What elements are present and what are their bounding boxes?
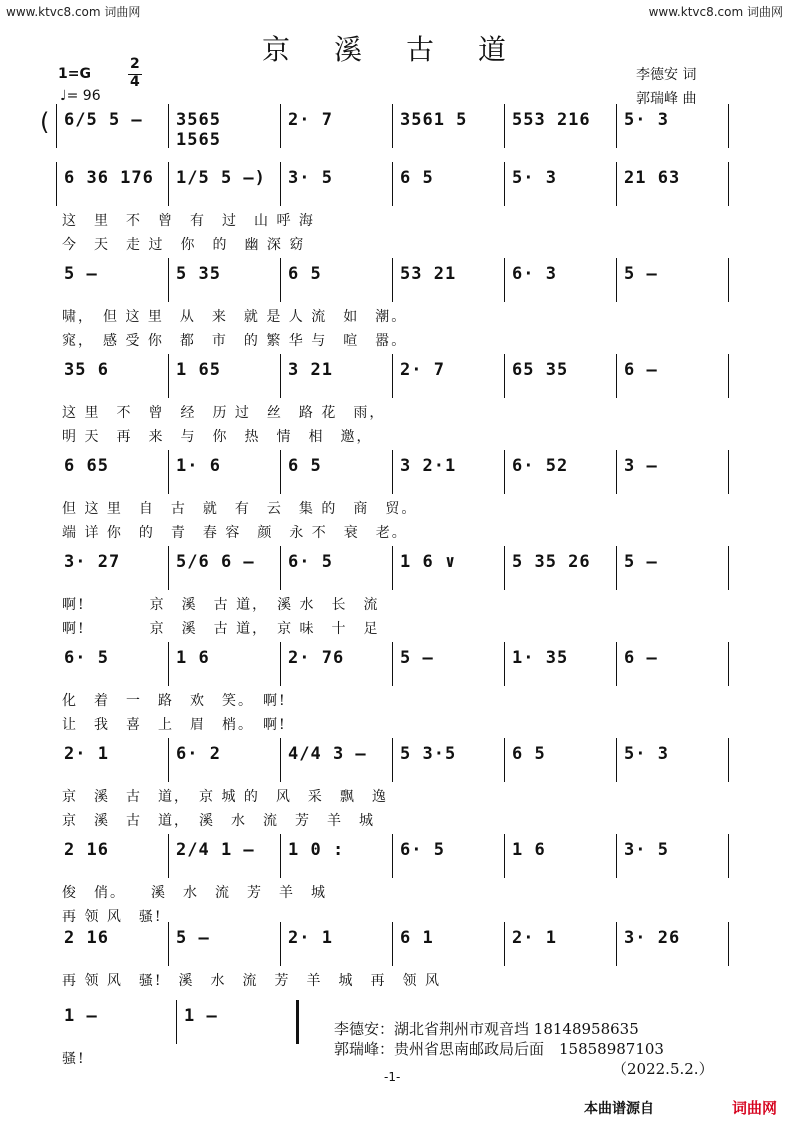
barline xyxy=(168,738,169,782)
source-brand-logo[interactable]: 词曲网 xyxy=(732,1099,778,1117)
measure xyxy=(64,456,162,486)
barline xyxy=(168,922,169,966)
measure-notes: 5 – xyxy=(64,264,98,284)
measure-notes: 3· 5 xyxy=(624,840,669,860)
measure-notes: 2· 1 xyxy=(64,744,109,764)
measure-notes: 3 2·1 xyxy=(400,456,457,476)
barline xyxy=(504,642,505,686)
barline xyxy=(392,162,393,206)
score-system xyxy=(56,354,728,445)
measure xyxy=(624,648,722,678)
barline xyxy=(168,642,169,686)
measure xyxy=(512,264,610,294)
tempo-marking: ♩= 96 xyxy=(60,88,101,104)
barline xyxy=(616,104,617,148)
measure xyxy=(176,840,274,870)
measure xyxy=(400,928,498,958)
measure xyxy=(64,360,162,390)
measure xyxy=(512,168,610,198)
measure xyxy=(64,552,162,582)
barline xyxy=(728,738,729,782)
measure-notes: 6 5 xyxy=(400,168,434,188)
barline xyxy=(168,354,169,398)
lyricist-credit: 李德安 词 xyxy=(636,67,697,83)
barline xyxy=(280,354,281,398)
barline xyxy=(616,258,617,302)
score-system xyxy=(56,162,728,253)
barline xyxy=(504,922,505,966)
lyric-verse-2: 明 天 再 来 与 你 热 情 相 邀， xyxy=(62,429,373,445)
measure-notes: 6 5 xyxy=(512,744,546,764)
lyric-verse-1: 这 里 不 曾 有 过 山 呼 海 xyxy=(62,213,315,229)
barline xyxy=(392,738,393,782)
measure xyxy=(176,264,274,294)
measure xyxy=(512,840,610,870)
barline xyxy=(280,258,281,302)
score-system xyxy=(56,642,728,733)
barline xyxy=(728,258,729,302)
measure-notes: 3· 5 xyxy=(288,168,333,188)
barline xyxy=(392,258,393,302)
measure xyxy=(624,360,722,390)
measure-notes: 2· 76 xyxy=(288,648,345,668)
source-label: 本曲谱源自 xyxy=(584,1101,654,1117)
barline xyxy=(728,354,729,398)
barline xyxy=(56,162,57,206)
barline xyxy=(280,546,281,590)
measure-notes: 21 63 xyxy=(624,168,681,188)
measure xyxy=(288,456,386,486)
time-signature-bottom: 4 xyxy=(130,74,140,90)
measure xyxy=(400,110,498,140)
barline xyxy=(280,642,281,686)
measure xyxy=(624,744,722,774)
lyric-verse-1: 再 领 风 骚! 溪 水 流 芳 羊 城 再 领 风 xyxy=(62,973,441,989)
measure xyxy=(176,744,274,774)
barline xyxy=(176,1000,177,1044)
measure-notes: 5· 3 xyxy=(624,744,669,764)
barline xyxy=(616,834,617,878)
measure xyxy=(400,360,498,390)
measure xyxy=(64,648,162,678)
measure-notes: 3 – xyxy=(624,456,658,476)
measure xyxy=(400,552,498,582)
measure-notes: 65 35 xyxy=(512,360,569,380)
measure-notes: 2· 7 xyxy=(400,360,445,380)
measure-notes: 3 21 xyxy=(288,360,333,380)
barline xyxy=(168,104,169,148)
measure xyxy=(64,744,162,774)
measure-notes: 1 – xyxy=(64,1006,98,1026)
lyric-verse-1: 化 着 一 路 欢 笑。 啊! xyxy=(62,693,287,709)
measure-notes: 1· 6 xyxy=(176,456,221,476)
measure-notes: 35 6 xyxy=(64,360,109,380)
measure-notes: 6· 5 xyxy=(288,552,333,572)
barline xyxy=(504,450,505,494)
measure-notes: 5 35 xyxy=(176,264,221,284)
song-title: 京溪古道 xyxy=(262,33,551,66)
barline xyxy=(280,162,281,206)
measure-notes: 6 65 xyxy=(64,456,109,476)
measure-notes: 6 5 xyxy=(288,264,322,284)
lyric-verse-1: 啊! 京 溪 古 道， 溪 水 长 流 xyxy=(62,597,380,613)
lyric-verse-2: 京 溪 古 道， 溪 水 流 芳 羊 城 xyxy=(62,813,375,829)
site-url-right[interactable]: www.ktvc8.com 词曲网 xyxy=(648,5,783,19)
barline xyxy=(168,162,169,206)
measure xyxy=(288,552,386,582)
measure-notes: 5 – xyxy=(176,928,210,948)
barline xyxy=(504,354,505,398)
measure-notes: 4/4 3 – xyxy=(288,744,367,764)
measure-notes: 1· 35 xyxy=(512,648,569,668)
barline xyxy=(280,738,281,782)
lyric-verse-2: 啊! 京 溪 古 道， 京 味 十 足 xyxy=(62,621,380,637)
barline xyxy=(280,450,281,494)
measure-notes: 2· 7 xyxy=(288,110,333,130)
time-signature-top: 2 xyxy=(130,56,140,72)
measure xyxy=(184,1006,290,1036)
measure-notes: 1 – xyxy=(184,1006,218,1026)
composer-credit: 郭瑞峰 曲 xyxy=(636,91,697,107)
barline xyxy=(392,354,393,398)
lyric-verse-2: 再 领 风 骚! xyxy=(62,909,163,925)
measure-notes: 5 – xyxy=(624,264,658,284)
barline xyxy=(392,450,393,494)
measure xyxy=(288,168,386,198)
intro-open-paren: ( xyxy=(40,108,50,136)
measure xyxy=(512,648,610,678)
barline xyxy=(728,922,729,966)
measure xyxy=(176,456,274,486)
barline xyxy=(392,104,393,148)
measure-notes: 6· 5 xyxy=(400,840,445,860)
barline xyxy=(504,738,505,782)
measure xyxy=(400,456,498,486)
measure-notes: 6· 2 xyxy=(176,744,221,764)
barline xyxy=(392,834,393,878)
measure-notes: 553 216 xyxy=(512,110,591,130)
measure-notes: 1 6 xyxy=(512,840,546,860)
barline xyxy=(504,546,505,590)
site-url-left[interactable]: www.ktvc8.com 词曲网 xyxy=(6,5,141,19)
contact-composer: 郭瑞峰：贵州省思南邮政局后面 15858987103 xyxy=(334,1040,664,1058)
measure xyxy=(400,648,498,678)
measure-notes: 1 65 xyxy=(176,360,221,380)
measure-notes: 5/6 6 – xyxy=(176,552,255,572)
measure-notes: 1 6 ∨ xyxy=(400,552,457,572)
barline xyxy=(728,642,729,686)
barline xyxy=(616,450,617,494)
measure-notes: 5 – xyxy=(624,552,658,572)
score-system xyxy=(56,546,728,637)
barline xyxy=(616,922,617,966)
measure xyxy=(176,110,274,150)
measure xyxy=(288,744,386,774)
barline xyxy=(504,162,505,206)
measure xyxy=(64,168,162,198)
measure xyxy=(512,110,610,140)
measure xyxy=(512,744,610,774)
barline xyxy=(168,258,169,302)
measure xyxy=(176,168,274,198)
measure xyxy=(176,552,274,582)
measure-notes: 5 – xyxy=(400,648,434,668)
measure-notes: 6· 52 xyxy=(512,456,569,476)
measure xyxy=(288,110,386,140)
measure xyxy=(288,264,386,294)
measure-notes: 5· 3 xyxy=(624,110,669,130)
measure-notes: 6· 3 xyxy=(512,264,557,284)
score-system xyxy=(56,450,728,541)
measure xyxy=(624,552,722,582)
measure-notes: 6 1 xyxy=(400,928,434,948)
measure-notes: 1/5 5 –) xyxy=(176,168,266,188)
lyric-verse-1: 俊 俏。 溪 水 流 芳 羊 城 xyxy=(62,885,327,901)
score-system xyxy=(56,738,728,829)
score-system xyxy=(56,834,728,925)
barline xyxy=(56,104,57,148)
contact-lyricist: 李德安：湖北省荆州市观音垱 18148958635 xyxy=(334,1020,639,1038)
barline xyxy=(616,546,617,590)
barline xyxy=(296,1000,299,1044)
measure xyxy=(624,928,722,958)
measure xyxy=(400,168,498,198)
measure xyxy=(288,928,386,958)
measure-notes: 3· 26 xyxy=(624,928,681,948)
barline xyxy=(504,258,505,302)
measure-notes: 3561 5 xyxy=(400,110,468,130)
measure xyxy=(64,928,162,958)
barline xyxy=(616,354,617,398)
score-system xyxy=(40,104,728,166)
barline xyxy=(392,642,393,686)
measure-notes: 3565 1565 xyxy=(176,110,221,150)
barline xyxy=(280,922,281,966)
measure xyxy=(288,840,386,870)
measure-notes: 2· 1 xyxy=(512,928,557,948)
measure xyxy=(624,110,722,140)
measure xyxy=(176,360,274,390)
barline xyxy=(728,450,729,494)
measure xyxy=(624,456,722,486)
measure-notes: 2· 1 xyxy=(288,928,333,948)
measure xyxy=(176,928,274,958)
measure-notes: 6 5 xyxy=(288,456,322,476)
barline xyxy=(616,162,617,206)
lyric-verse-2: 让 我 喜 上 眉 梢。 啊! xyxy=(62,717,287,733)
measure xyxy=(512,360,610,390)
measure xyxy=(64,1006,170,1036)
date-stamp: （2022.5.2.） xyxy=(612,1060,714,1078)
measure xyxy=(400,744,498,774)
measure-notes: 2 16 xyxy=(64,928,109,948)
measure xyxy=(288,360,386,390)
measure xyxy=(64,840,162,870)
measure xyxy=(288,648,386,678)
score-system xyxy=(56,258,728,349)
barline xyxy=(616,642,617,686)
lyric-verse-1: 这 里 不 曾 经 历 过 丝 路 花 雨， xyxy=(62,405,386,421)
measure xyxy=(512,552,610,582)
lyric-verse-1: 京 溪 古 道， 京 城 的 风 采 飘 逸 xyxy=(62,789,388,805)
key-signature: 1=G xyxy=(58,66,91,82)
measure xyxy=(512,456,610,486)
measure xyxy=(624,168,722,198)
barline xyxy=(728,162,729,206)
measure-notes: 2/4 1 – xyxy=(176,840,255,860)
score-system xyxy=(56,922,728,989)
measure-notes: 3· 27 xyxy=(64,552,121,572)
lyric-verse-1: 但 这 里 自 古 就 有 云 集 的 商 贸。 xyxy=(62,501,418,517)
measure-notes: 6 – xyxy=(624,360,658,380)
measure xyxy=(176,648,274,678)
barline xyxy=(728,834,729,878)
measure xyxy=(624,840,722,870)
measure-notes: 2 16 xyxy=(64,840,109,860)
page-number: -1- xyxy=(384,1070,401,1084)
measure-notes: 6· 5 xyxy=(64,648,109,668)
measure-notes: 5 3·5 xyxy=(400,744,457,764)
barline xyxy=(504,834,505,878)
barline xyxy=(168,834,169,878)
lyric-verse-2: 今 天 走 过 你 的 幽 深 窈 xyxy=(62,237,306,253)
barline xyxy=(728,546,729,590)
barline xyxy=(616,738,617,782)
measure xyxy=(64,264,162,294)
lyric-verse-1: 骚! xyxy=(62,1051,86,1067)
measure-notes: 6 – xyxy=(624,648,658,668)
measure-notes: 6 36 176 xyxy=(64,168,154,188)
barline xyxy=(504,104,505,148)
measure-notes: 5· 3 xyxy=(512,168,557,188)
barline xyxy=(168,546,169,590)
measure-notes: 1 0 : xyxy=(288,840,345,860)
measure xyxy=(400,840,498,870)
barline xyxy=(728,104,729,148)
measure-notes: 5 35 26 xyxy=(512,552,591,572)
lyric-verse-2: 窕， 感 受 你 都 市 的 繁 华 与 喧 嚣。 xyxy=(62,333,408,349)
measure xyxy=(512,928,610,958)
measure-notes: 1 6 xyxy=(176,648,210,668)
measure-notes: 53 21 xyxy=(400,264,457,284)
measure xyxy=(400,264,498,294)
lyric-verse-2: 端 详 你 的 青 春 容 颜 永 不 衰 老。 xyxy=(62,525,408,541)
lyric-verse-1: 啸， 但 这 里 从 来 就 是 人 流 如 潮。 xyxy=(62,309,408,325)
barline xyxy=(168,450,169,494)
barline xyxy=(280,104,281,148)
barline xyxy=(280,834,281,878)
measure xyxy=(624,264,722,294)
measure xyxy=(64,110,162,140)
measure-notes: 6/5 5 – xyxy=(64,110,143,130)
barline xyxy=(392,922,393,966)
barline xyxy=(392,546,393,590)
